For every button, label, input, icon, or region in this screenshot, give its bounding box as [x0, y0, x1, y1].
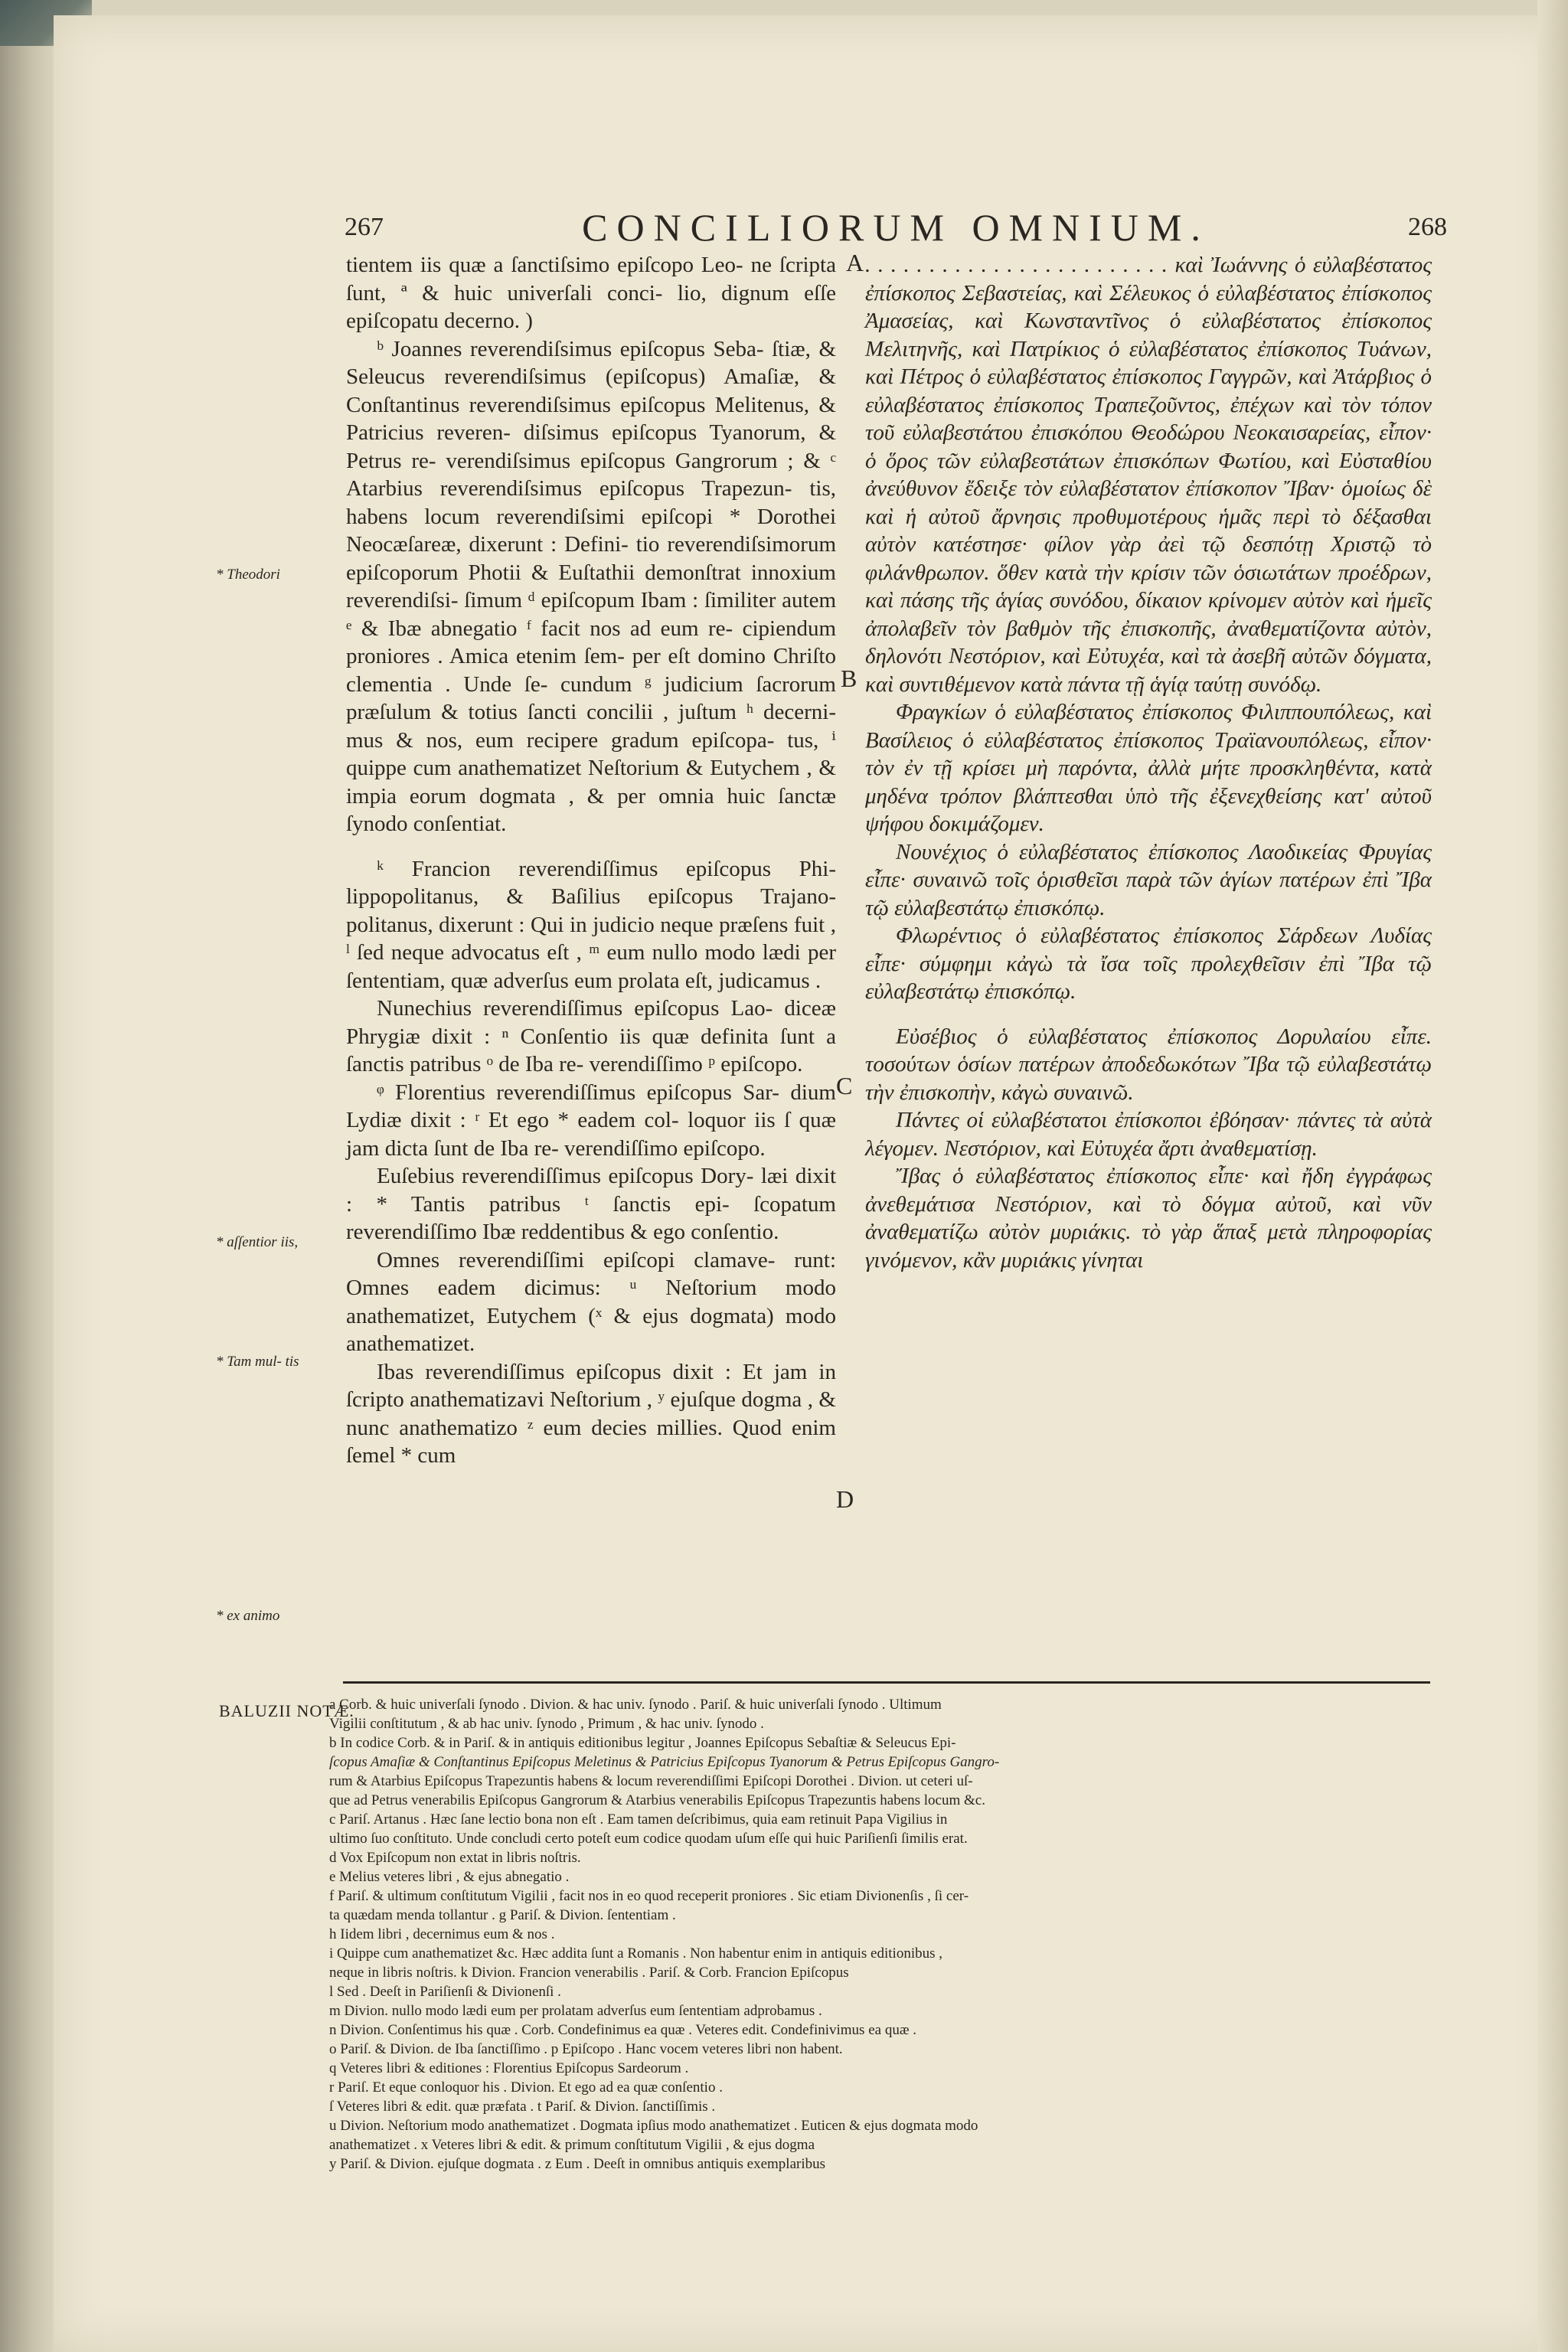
footnote-line: o Pariſ. & Divion. de Iba ſanctiſſimo . p Epiſcopo . Hanc vocem veteres libri non habent.: [329, 2041, 843, 2057]
greek-paragraph: Ἴβας ὁ εὐλαβέστατος ἐπίσκοπος εἶπε· καὶ ἤδη ἐγγράφως ἀνεθεμάτισα Νεστόριον, καὶ τὸ δόγμα αὐτοῦ, καὶ νῦν ἀναθεματίζω αὐτὸν μυριάκις. τὸ γὰρ ἅπαξ μετὰ πληροφορίας γινόμενον, κἂν μυριάκις γίνηται: [865, 1164, 1432, 1272]
margin-letter-d: D: [836, 1485, 854, 1513]
footnote-line: a Corb. & huic univerſali ſynodo . Divion. & hac univ. ſynodo . Pariſ. & huic univerſali ſynodo . Ultimum: [329, 1697, 942, 1713]
latin-paragraph: Omnes reverendiſſimi epiſcopi clamave- runt: Omnes eadem dicimus: ᵘ Neſtorium modo anathematizet, Eutychem (ˣ & ejus dogmata) modo anathematizet.: [346, 1247, 836, 1356]
footnote-line: b In codice Corb. & in Pariſ. & in antiquis editionibus legitur , Joannes Epiſcopus Sebaſtiæ & Seleucus Epi-: [329, 1735, 956, 1751]
page-edge: [1537, 0, 1568, 2352]
footnote-line: r Pariſ. Et eque conloquor his . Divion. Et ego ad ea quæ conſentio .: [329, 2079, 723, 2096]
latin-paragraph: Euſebius reverendiſſimus epiſcopus Dory- læi dixit : * Tantis patribus ᵗ ſanctis epi- ſcopatum reverendiſſimo Ibæ reddentibus & ego conſentio.: [346, 1164, 836, 1244]
margin-letter-c: C: [836, 1072, 853, 1099]
greek-column: [865, 251, 1432, 1274]
footnote-line: d Vox Epiſcopum non extat in libris noſtris.: [329, 1850, 581, 1866]
latin-paragraph: ᵇ Joannes reverendiſsimus epiſcopus Seba- ſtiæ, & Seleucus reverendiſsimus (epiſcopus) Amaſiæ, & Conſtantinus reverendiſsimus epiſcopus Melitenus, & Patricius reveren- diſsimus epiſcopus Tyanorum, & Petrus re- verendiſsimus epiſcopus Gangrorum ; & ᶜ Atarbius reverendiſsimus epiſcopus Trapezun- tis, habens locum reverendiſsimi epiſcopi * Dorothei Neocæſareæ, dixerunt : Defini- tio reverendiſsimorum epiſcoporum Photii & Euſtathii demonſtrat innoxium reverendiſsi- ſimum ᵈ epiſcopum Ibam : ſimiliter autem ᵉ & Ibæ abnegatio ᶠ facit nos ad eum re- cipiendum proniores . Amica etenim ſem- per eſt domino Chriſto clementia . Unde ſe- cundum ᵍ judicium ſacrorum præſulum & totius ſancti concilii , juſtum ʰ decerni- mus & nos, eum recipere gradum epiſcopa- tus, ⁱ quippe cum anathematizet Neſtorium & Eutychem , & impia eorum dogmata , & per omnia huic ſanctæ ſynodo conſentiat.: [346, 336, 836, 836]
footnote-line: rum & Atarbius Epiſcopus Trapezuntis habens & locum reverendiſſimi Epiſcopi Dorothei . Divion. ut ceteri uſ-: [329, 1773, 973, 1789]
footnote-line: q Veteres libri & editiones : Florentius Epiſcopus Sardeorum .: [329, 2060, 689, 2076]
latin-paragraph: tientem iis quæ a ſanctiſsimo epiſcopo Leo- ne ſcripta ſunt, ª & huic univerſali conci- lio, dignum eſſe epiſcopatu decerno. ): [346, 253, 836, 333]
sidenote: * aſſentior iis,: [216, 1234, 299, 1250]
footnote-line: ta quædam menda tollantur . g Pariſ. & Divion. ſententiam .: [329, 1907, 676, 1923]
footnote-line: ſ Veteres libri & edit. quæ præfata . t Pariſ. & Divion. ſanctiſſimis .: [329, 2099, 716, 2115]
footnote-line: ſcopus Amaſiæ & Conſtantinus Epiſcopus Meletinus & Patricius Epiſcopus Tyanorum & Petrus Epiſcopus Gangro-: [329, 1754, 1000, 1770]
footnote-line: i Quippe cum anathematizet &c. Hæc addita ſunt a Romanis . Non habentur enim in antiquis editionibus ,: [329, 1945, 942, 1962]
footnotes: [329, 1695, 1439, 2174]
sidenote: * ex animo: [216, 1608, 280, 1624]
greek-paragraph: Εὐσέβιος ὁ εὐλαβέστατος ἐπίσκοπος Δορυλαίου εἶπε. τοσούτων ὁσίων πατέρων ἀποδεδωκότων Ἴβα τῷ εὐλαβεστάτῳ τὴν ἐπισκοπὴν, κἀγὼ συναινῶ.: [865, 1024, 1432, 1105]
footnote-line: f Pariſ. & ultimum conſtitutum Vigilii , facit nos in eo quod receperit proniores . Sic etiam Divionenſis , ſi cer-: [329, 1888, 969, 1904]
latin-paragraph: ᵏ Francion reverendiſſimus epiſcopus Phi- lippopolitanus, & Baſilius epiſcopus Trajano- politanus, dixerunt : Qui in judicio neque præſens fuit , ˡ ſed neque advocatus eſt , ᵐ eum nullo modo lædi per ſententiam, quæ adverſus eum prolata eſt, judicamus .: [346, 856, 836, 993]
greek-paragraph: . . . . . . . . . . . . . . . . . . . . . . . . καὶ Ἰωάννης ὁ εὐλαβέστατος ἐπίσκοπος Σεβαστείας, καὶ Σέλευκος ὁ εὐλαβέστατος ἐπίσκοπος Ἀμασείας, καὶ Κωνσταντῖνος ὁ εὐλαβέστατος ἐπίσκοπος Μελιτηνῆς, καὶ Πατρίκιος ὁ εὐλαβέστατος ἐπίσκοπος Τυάνων, καὶ Πέτρος ὁ εὐλαβέστατος ἐπίσκοπος Γαγγρῶν, καὶ Ἀτάρβιος ὁ εὐλαβέστατος ἐπίσκοπος Τραπεζοῦντος, ἐπέχων καὶ τὸν τόπον τοῦ εὐλαβεστάτου ἐπισκόπου Θεοδώρου Νεοκαισαρείας, εἶπον· ὁ ὅρος τῶν εὐλαβεστάτων ἐπισκόπων Φωτίου, καὶ Εὐσταθίου ἀνεύθυνον ἔδειξε τὸν εὐλαβέστατον ἐπίσκοπον Ἴβαν· ὁμοίως δὲ καὶ ἡ αὐτοῦ ἄρνησις προθυμοτέρους ἡμᾶς περὶ τὸ δέξασθαι αὐτὸν κατέστησε· φίλον γὰρ ἀεὶ τῷ δεσπότῃ Χριστῷ τὸ φιλάνθρωπον. ὅθεν κατὰ τὴν κρίσιν τῶν ὁσιωτάτων προέδρων, καὶ πάσης τῆς ἁγίας συνόδου, δίκαιον κρίνομεν αὐτὸν καὶ ἡμεῖς ἀπολαβεῖν τὸν βαθμὸν τῆς ἐπισκοπῆς, ἀναθεματίζοντα αὐτὸν, δηλονότι Νεστόριον, καὶ Εὐτυχέα, καὶ τὰ ἀσεβῆ αὐτῶν δόγματα, καὶ συντιθέμενον κατὰ πάντα τῇ ἁγίᾳ ταύτῃ συνόδῳ.: [865, 253, 1432, 697]
footnote-line: neque in libris noſtris. k Divion. Francion venerabilis . Pariſ. & Corb. Francion Epiſcopus: [329, 1965, 849, 1981]
greek-paragraph: Πάντες οἱ εὐλαβέστατοι ἐπίσκοποι ἐβόησαν· πάντες τὰ αὐτὰ λέγομεν. Νεστόριον, καὶ Εὐτυχέα ἄρτι ἀναθεματίσῃ.: [865, 1108, 1432, 1161]
footnote-line: que ad Petrus venerabilis Epiſcopus Gangrorum & Atarbius venerabilis Epiſcopus Trapezuntis habens locum &c.: [329, 1792, 985, 1808]
footnote-line: m Divion. nullo modo lædi eum per prolatam adverſus eum ſententiam adprobamus .: [329, 2003, 822, 2019]
latin-column: [346, 251, 836, 1470]
margin-letter-b: B: [841, 665, 858, 692]
margin-letter-a: A: [846, 249, 864, 276]
footnote-line: c Pariſ. Artanus . Hæc ſane lectio bona non eſt . Eam tamen deſcribimus, quia eam retinuit Papa Vigilius in: [329, 1811, 948, 1828]
greek-paragraph: Φραγκίων ὁ εὐλαβέστατος ἐπίσκοπος Φιλιππουπόλεως, καὶ Βασίλειος ὁ εὐλαβέστατος ἐπίσκοπος Τραϊανουπόλεως, εἶπον· τὸν ἐν τῇ κρίσει μὴ παρόντα, ἀλλὰ μήτε προσκληθέντα, κατὰ μηδένα τρόπον βλάπτεσθαι ὑπὸ τῆς ἐξενεχθείσης κατ' αὐτοῦ ψήφου δοκιμάζομεν.: [865, 700, 1432, 836]
footnote-rule: [343, 1681, 1430, 1684]
footnote-line: h Iidem libri , decernimus eum & nos .: [329, 1926, 555, 1942]
greek-paragraph: Φλωρέντιος ὁ εὐλαβέστατος ἐπίσκοπος Σάρδεων Λυδίας εἶπε· σύμφημι κἀγὼ τὰ ἴσα τοῖς προλεχθεῖσιν ἐπὶ Ἴβα τῷ εὐλαβεστάτῳ ἐπισκόπῳ.: [865, 923, 1432, 1004]
latin-paragraph: Ibas reverendiſſimus epiſcopus dixit : Et jam in ſcripto anathematizavi Neſtorium , ʸ ejuſque dogma , & nunc anathematizo ᶻ eum decies millies. Quod enim ſemel * cum: [346, 1359, 836, 1468]
footnote-line: e Melius veteres libri , & ejus abnegatio .: [329, 1869, 570, 1885]
page-number-right: 268: [1408, 213, 1447, 241]
latin-paragraph: ᵠ Florentius reverendiſſimus epiſcopus Sar- dium Lydiæ dixit : ʳ Et ego * eadem col- loquor iis ſ quæ jam dicta ſunt de Iba re- verendiſſimo epiſcopo.: [346, 1080, 836, 1161]
page-number-left: 267: [345, 213, 384, 241]
running-title: CONCILIORUM OMNIUM.: [582, 206, 1210, 249]
footnote-line: y Pariſ. & Divion. ejuſque dogmata . z Eum . Deeſt in omnibus antiquis exemplaribus: [329, 2156, 826, 2172]
footnote-line: anathematizet . x Veteres libri & edit. & primum conſtitutum Vigilii , & ejus dogma: [329, 2137, 815, 2153]
sidenote: * Theodori: [216, 567, 280, 583]
sidenote: * Tam mul- tis: [216, 1354, 299, 1370]
book-spine-shadow: [0, 0, 54, 2352]
greek-paragraph: Νουνέχιος ὁ εὐλαβέστατος ἐπίσκοπος Λαοδικείας Φρυγίας εἶπε· συναινῶ τοῖς ὁρισθεῖσι παρὰ τῶν ἁγίων πατέρων ἐπὶ Ἴβα τῷ εὐλαβεστάτῳ ἐπισκόπῳ.: [865, 839, 1432, 920]
footnote-label: BALUZII NOTÆ.: [219, 1701, 354, 1720]
footnote-line: ultimo ſuo conſtituto. Unde concludi certo poteſt eum codice quodam uſum eſſe qui huic Pariſienſi ſimilis erat.: [329, 1831, 968, 1847]
page-header: [345, 205, 1447, 251]
footnote-line: l Sed . Deeſt in Pariſienſi & Divionenſi .: [329, 1984, 561, 2000]
footnote-line: u Divion. Neſtorium modo anathematizet . Dogmata ipſius modo anathematizet . Euticen & ejus dogmata modo: [329, 2118, 978, 2134]
footnote-line: Vigilii conſtitutum , & ab hac univ. ſynodo , Primum , & hac univ. ſynodo .: [329, 1716, 764, 1732]
footnote-line: n Divion. Conſentimus his quæ . Corb. Condefinimus ea quæ . Veteres edit. Condefinivimus ea quæ .: [329, 2022, 916, 2038]
latin-paragraph: Nunechius reverendiſſimus epiſcopus Lao- diceæ Phrygiæ dixit : ⁿ Conſentio iis quæ definita ſunt a ſanctis patribus ᵒ de Iba re- verendiſſimo ᵖ epiſcopo.: [346, 996, 836, 1076]
